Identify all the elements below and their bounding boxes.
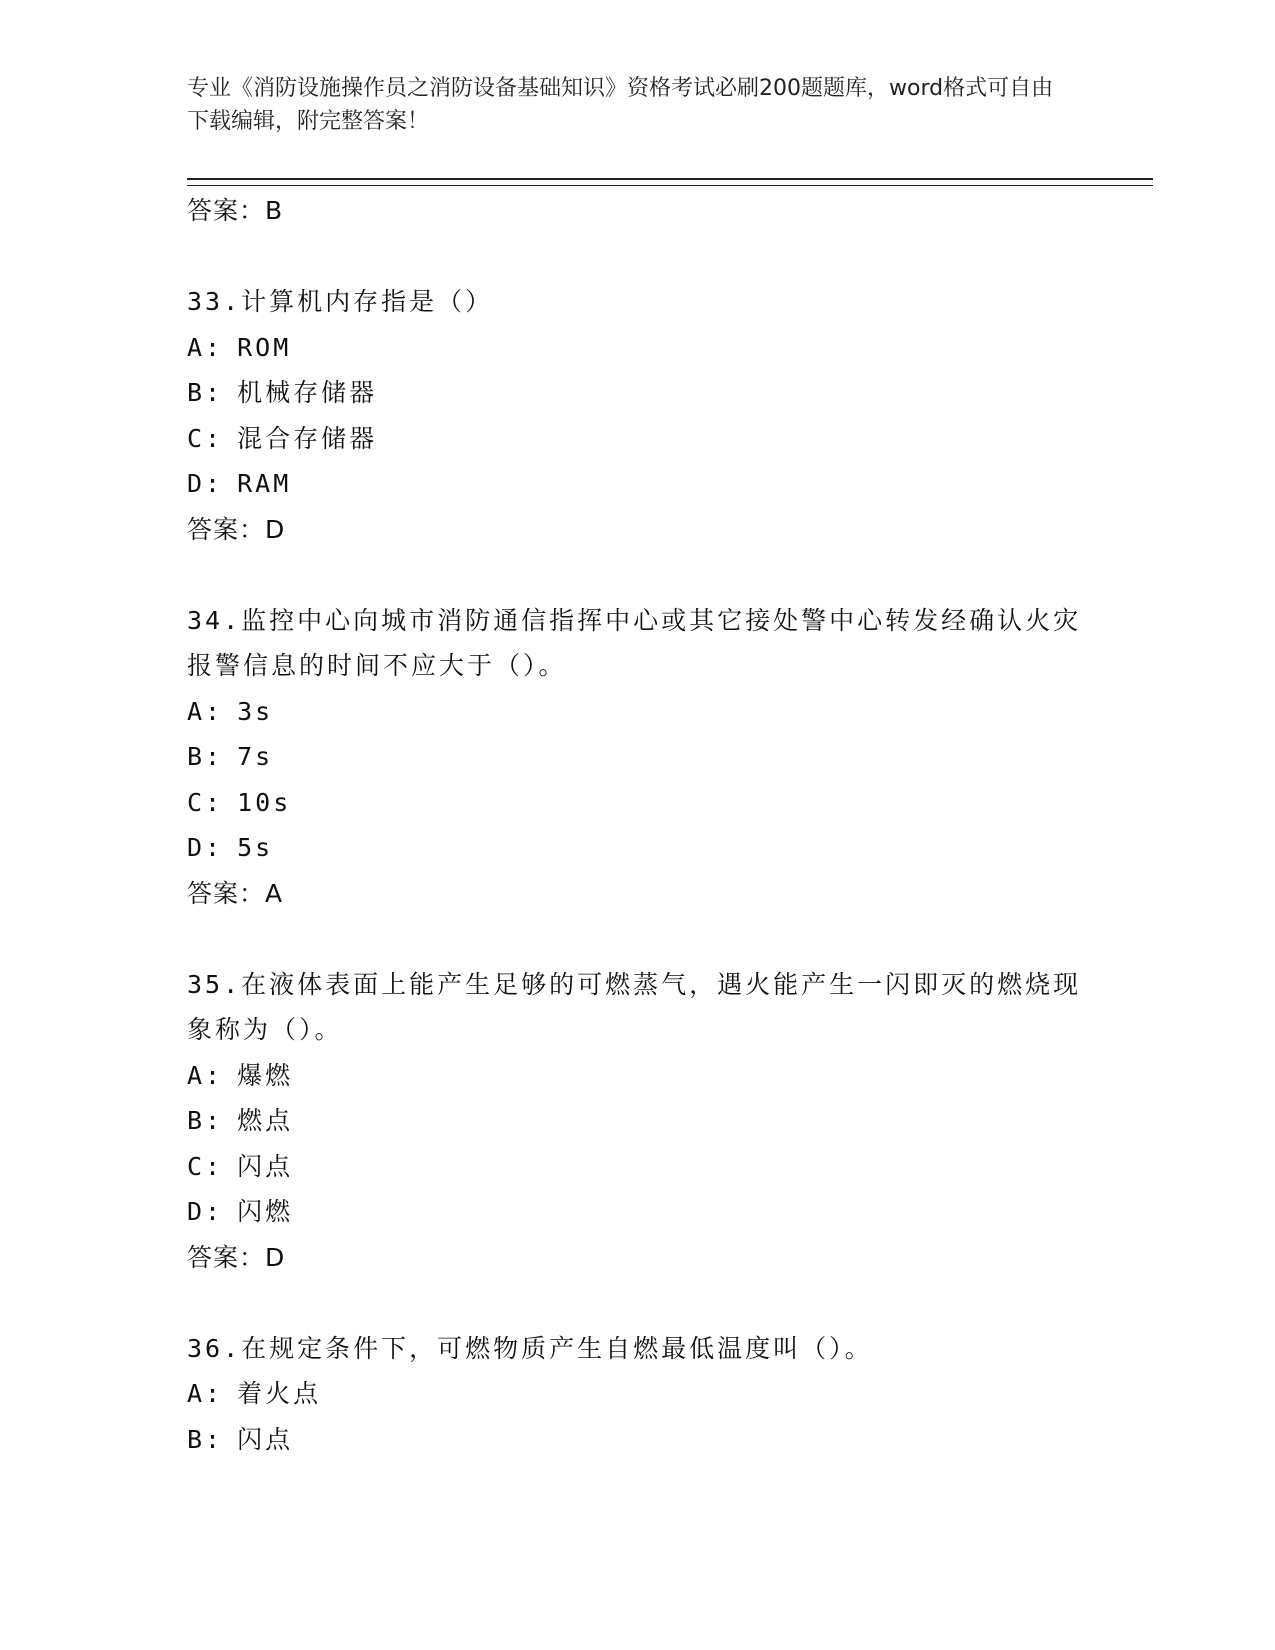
option-b: [187, 734, 1087, 780]
option-c: [187, 1144, 1087, 1190]
option-d: [187, 1189, 1087, 1235]
option-key: A:: [187, 696, 224, 726]
option-text: 爆燃: [237, 1060, 294, 1090]
option-key: A:: [187, 332, 224, 362]
answer-line: 答案：A: [187, 878, 284, 908]
question-stem: 33.计算机内存指是（）: [187, 287, 494, 316]
question-36: [187, 1326, 1087, 1463]
header-divider: [187, 178, 1153, 186]
question-stem: 34.监控中心向城市消防通信指挥中心或其它接处警中心转发经确认火灾报警信息的时间不应大于（）。: [187, 605, 1082, 680]
spacer: [187, 553, 1087, 598]
option-key: D:: [187, 833, 224, 862]
option-text: 3s: [237, 696, 274, 726]
option-text: 闪点: [237, 1151, 294, 1181]
option-key: C:: [187, 423, 224, 453]
option-d: [187, 461, 1087, 507]
option-a: [187, 1371, 1087, 1417]
option-text: 燃点: [237, 1106, 294, 1135]
option-key: D:: [187, 469, 224, 498]
question-stem: 36.在规定条件下，可燃物质产生自燃最低温度叫（）。: [187, 1333, 873, 1363]
option-key: C:: [187, 787, 224, 817]
option-key: B:: [187, 378, 224, 407]
option-text: 着火点: [237, 1379, 322, 1408]
option-c: [187, 416, 1087, 462]
option-text: 10s: [237, 787, 292, 817]
option-text: 机械存储器: [237, 378, 378, 407]
option-a: [187, 1053, 1087, 1099]
option-text: 闪燃: [237, 1197, 294, 1226]
option-b: [187, 1098, 1087, 1144]
option-key: B:: [187, 742, 224, 771]
spacer: [187, 917, 1087, 962]
option-key: D:: [187, 1197, 224, 1226]
option-text: 闪点: [237, 1424, 294, 1454]
answer-line: 答案：D: [187, 514, 286, 544]
option-text: ROM: [237, 332, 292, 362]
question-list: [187, 188, 1087, 1462]
spacer: [187, 1281, 1087, 1326]
option-d: [187, 825, 1087, 871]
option-text: 7s: [237, 742, 274, 771]
question-35: [187, 962, 1087, 1281]
option-key: A:: [187, 1379, 224, 1408]
option-key: B:: [187, 1106, 224, 1135]
question-stem: 35.在液体表面上能产生足够的可燃蒸气，遇火能产生一闪即灭的燃烧现象称为（）。: [187, 969, 1082, 1044]
question-34: [187, 598, 1087, 917]
option-key: B:: [187, 1424, 224, 1454]
option-key: A:: [187, 1060, 224, 1090]
answer-line: 答案：B: [187, 196, 284, 225]
option-text: RAM: [237, 469, 292, 498]
document-header: 专业《消防设施操作员之消防设备基础知识》资格考试必刷200题题库，word格式可自由下载编辑，附完整答案！: [187, 76, 1054, 134]
option-b: [187, 370, 1087, 416]
option-c: [187, 780, 1087, 826]
answer-line: 答案：D: [187, 1242, 286, 1272]
option-a: [187, 689, 1087, 735]
spacer: [187, 234, 1087, 279]
option-key: C:: [187, 1151, 224, 1181]
option-text: 混合存储器: [237, 423, 378, 453]
option-text: 5s: [237, 833, 274, 862]
question-33: [187, 279, 1087, 553]
option-a: [187, 325, 1087, 371]
option-b: [187, 1417, 1087, 1463]
